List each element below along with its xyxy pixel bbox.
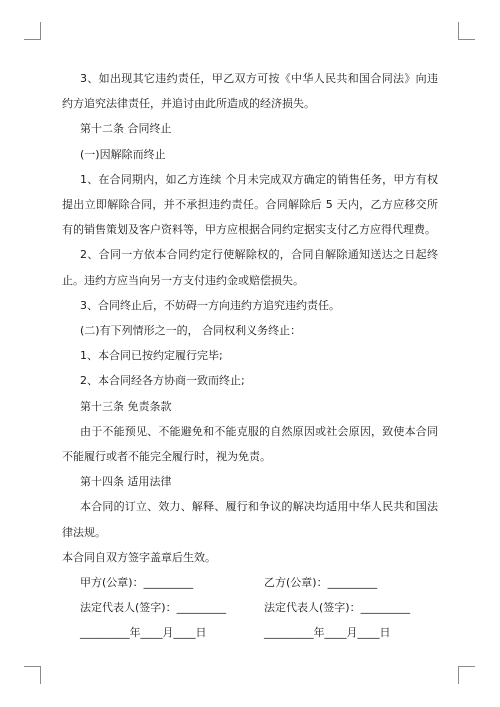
clause-1-rescission: 1、在合同期内，如乙方连续 个月未完成双方确定的销售任务，甲方有权提出立即解除合同，并不承担违约责任。合同解除后 5 天内，乙方应移交所有的销售策划及客户资料等，甲方应根据合同约定据实支付乙方应得代理费。	[62, 172, 438, 237]
signature-row-seal	[62, 570, 438, 595]
clause-2-rescission-right: 2、合同一方依本合同约定行使解除权的，合同自解除通知送达之日起终止。违约方应当向另一方支付违约金或赔偿损失。	[62, 248, 438, 287]
party-a-date-field: _________年____月____日	[80, 626, 207, 640]
signature-row-representative	[62, 595, 438, 620]
crop-mark-bottom-right	[458, 666, 475, 667]
section-termination-by-rescission: (一)因解除而终止	[80, 147, 166, 161]
force-majeure-clause: 由于不能预见、不能避免和不能克服的自然原因或社会原因，致使本合同不能履行或者不能完全履行时，视为免责。	[62, 424, 438, 464]
crop-mark-top-left	[24, 39, 41, 40]
article-14-heading: 第十四条 适用法律	[80, 475, 172, 489]
party-b-seal-field: 乙方(公章)：_________	[264, 576, 378, 590]
article-13-heading: 第十三条 免责条款	[80, 399, 172, 413]
party-a-representative-field: 法定代表人(签字)：_________	[80, 601, 227, 615]
clause-3-liability: 3、如出现其它违约责任，甲乙双方可按《中华人民共和国合同法》向违约方追究法律责任，并追讨由此所造成的经济损失。	[62, 72, 438, 111]
crop-mark-top-right	[458, 22, 459, 40]
section-termination-conditions: (二)有下列情形之一的， 合同权利义务终止：	[80, 324, 302, 338]
clause-3-post-termination: 3、合同终止后，不妨碍一方向违约方追究违约责任。	[80, 298, 340, 312]
crop-mark-bottom-left	[40, 666, 41, 684]
condition-2-mutual-agreement: 2、本合同经各方协商一致而终止;	[80, 374, 245, 388]
article-12-heading: 第十二条 合同终止	[80, 122, 172, 136]
signature-row-date	[62, 620, 438, 645]
effective-clause: 本合同自双方签字盖章后生效。	[62, 550, 216, 564]
party-a-seal-field: 甲方(公章)：_________	[80, 576, 194, 590]
party-b-date-field: _________年____月____日	[264, 626, 391, 640]
party-b-representative-field: 法定代表人(签字)：_________	[264, 601, 411, 615]
crop-mark-top-right	[458, 39, 475, 40]
crop-mark-bottom-right	[458, 666, 459, 684]
crop-mark-top-left	[40, 22, 41, 40]
governing-law-clause: 本合同的订立、效力、解释、履行和争议的解决均适用中华人民共和国法律法规。	[62, 500, 438, 539]
crop-mark-bottom-left	[24, 666, 41, 667]
condition-1-performed: 1、本合同已按约定履行完毕;	[80, 349, 223, 363]
contract-body	[62, 66, 438, 646]
